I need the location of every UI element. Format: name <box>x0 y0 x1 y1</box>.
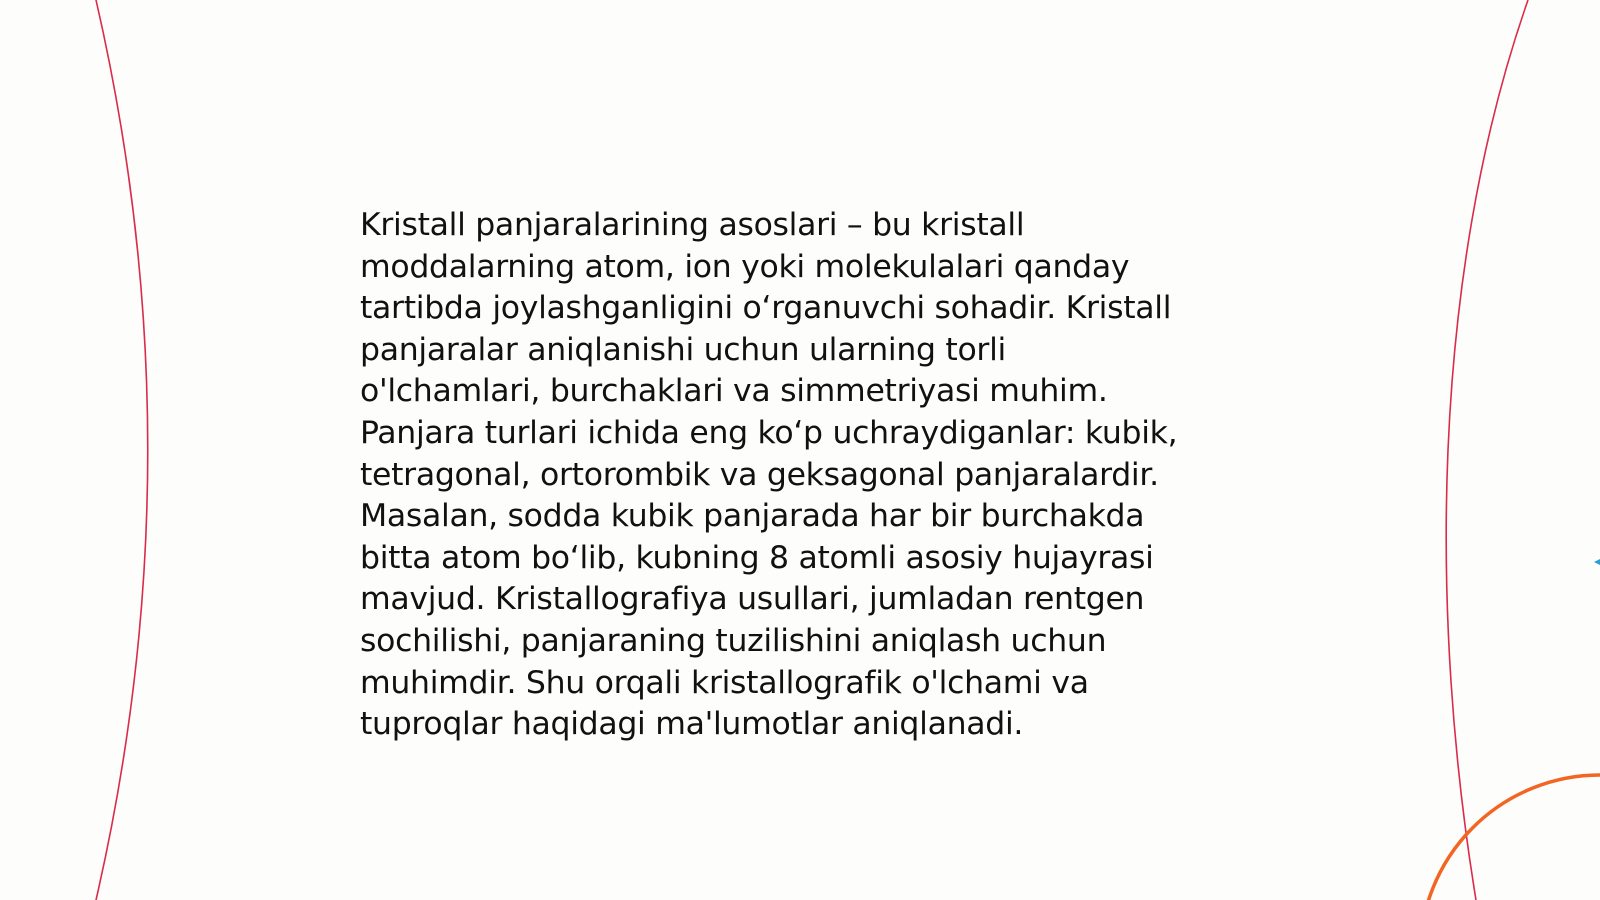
text-line: sochilishi, panjaraning tuzilishini aniqlash uchun <box>360 622 1107 659</box>
blue-accent-mark <box>1594 559 1600 565</box>
text-line: mavjud. Kristallografiya usullari, jumladan rentgen <box>360 581 1145 618</box>
right-curved-line <box>1446 0 1528 900</box>
text-line: Panjara turlari ichida eng ko‘p uchraydiganlar: kubik, <box>360 414 1178 451</box>
text-line: muhimdir. Shu orqali kristallografik o'lchami va <box>360 664 1089 701</box>
text-line: tuproqlar haqidagi ma'lumotlar aniqlanadi. <box>360 706 1024 743</box>
text-line: tartibda joylashganligini o‘rganuvchi sohadir. Kristall <box>360 290 1172 327</box>
orange-arc-circle <box>1420 775 1600 900</box>
text-line: moddalarning atom, ion yoki molekulalari qanday <box>360 248 1130 285</box>
text-line: panjaralar aniqlanishi uchun ularning torli <box>360 331 1006 368</box>
text-line: tetragonal, ortorombik va geksagonal panjaralardir. <box>360 456 1159 493</box>
text-line: bitta atom bo‘lib, kubning 8 atomli asosiy hujayrasi <box>360 539 1154 576</box>
left-curved-line <box>96 0 148 900</box>
slide-body-text <box>360 205 1240 746</box>
text-line: o'lchamlari, burchaklari va simmetriyasi muhim. <box>360 373 1108 410</box>
text-line: Masalan, sodda kubik panjarada har bir burchakda <box>360 498 1145 535</box>
text-line: Kristall panjaralarining asoslari – bu kristall <box>360 207 1025 243</box>
